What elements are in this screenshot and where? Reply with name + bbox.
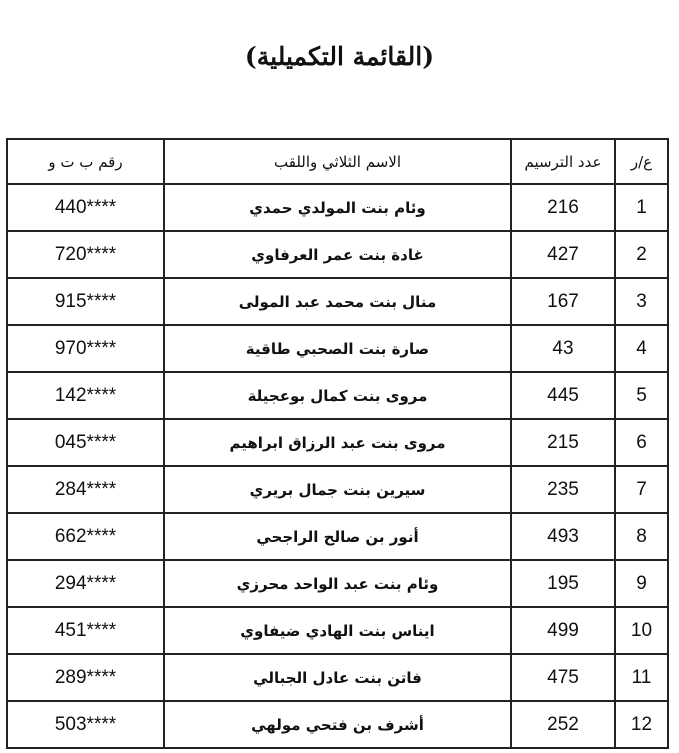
order-number-cell: 4 [615,325,668,372]
id-number-cell: 440**** [7,184,164,231]
registration-number-cell: 499 [511,607,615,654]
table-row [7,184,668,231]
header-order-number: ع/ر [615,139,668,184]
order-number-cell: 6 [615,419,668,466]
registration-number-cell: 43 [511,325,615,372]
id-number-cell: 503**** [7,701,164,748]
full-name-cell: وئام بنت المولدي حمدي [164,184,511,231]
id-number-cell: 915**** [7,278,164,325]
id-number-cell: 142**** [7,372,164,419]
table-row [7,654,668,701]
table-row [7,513,668,560]
order-number-cell: 12 [615,701,668,748]
full-name-cell: صارة بنت الصحبي طاقية [164,325,511,372]
full-name-cell: أشرف بن فتحي مولهي [164,701,511,748]
order-number-cell: 5 [615,372,668,419]
full-name-cell: سيرين بنت جمال بريري [164,466,511,513]
order-number-cell: 11 [615,654,668,701]
table-row [7,560,668,607]
full-name-cell: مروى بنت كمال بوعجيلة [164,372,511,419]
table-row [7,325,668,372]
registration-number-cell: 216 [511,184,615,231]
registration-number-cell: 235 [511,466,615,513]
full-name-cell: مروى بنت عبد الرزاق ابراهيم [164,419,511,466]
registration-number-cell: 493 [511,513,615,560]
registration-number-cell: 215 [511,419,615,466]
full-name-cell: فاتن بنت عادل الجبالي [164,654,511,701]
registration-number-cell: 195 [511,560,615,607]
table-row [7,607,668,654]
registration-number-cell: 475 [511,654,615,701]
registration-number-cell: 252 [511,701,615,748]
full-name-cell: غادة بنت عمر العرفاوي [164,231,511,278]
registration-number-cell: 445 [511,372,615,419]
table-row [7,466,668,513]
id-number-cell: 970**** [7,325,164,372]
header-registration-number: عدد الترسيم [511,139,615,184]
header-full-name: الاسم الثلاثي واللقب [164,139,511,184]
full-name-cell: ايناس بنت الهادي ضيفاوي [164,607,511,654]
table-row [7,231,668,278]
full-name-cell: وئام بنت عبد الواحد محرزي [164,560,511,607]
table-row [7,701,668,748]
full-name-cell: منال بنت محمد عبد المولى [164,278,511,325]
id-number-cell: 720**** [7,231,164,278]
id-number-cell: 294**** [7,560,164,607]
candidates-table [6,138,669,749]
id-number-cell: 451**** [7,607,164,654]
page-title: (القائمة التكميلية) [244,42,435,71]
header-id-number: رقم ب ت و [7,139,164,184]
order-number-cell: 9 [615,560,668,607]
id-number-cell: 662**** [7,513,164,560]
order-number-cell: 8 [615,513,668,560]
order-number-cell: 7 [615,466,668,513]
order-number-cell: 10 [615,607,668,654]
table-row [7,419,668,466]
full-name-cell: أنور بن صالح الراجحي [164,513,511,560]
registration-number-cell: 167 [511,278,615,325]
order-number-cell: 3 [615,278,668,325]
id-number-cell: 284**** [7,466,164,513]
table-row [7,278,668,325]
id-number-cell: 045**** [7,419,164,466]
id-number-cell: 289**** [7,654,164,701]
order-number-cell: 1 [615,184,668,231]
table-header-row [7,139,668,184]
registration-number-cell: 427 [511,231,615,278]
order-number-cell: 2 [615,231,668,278]
table-row [7,372,668,419]
